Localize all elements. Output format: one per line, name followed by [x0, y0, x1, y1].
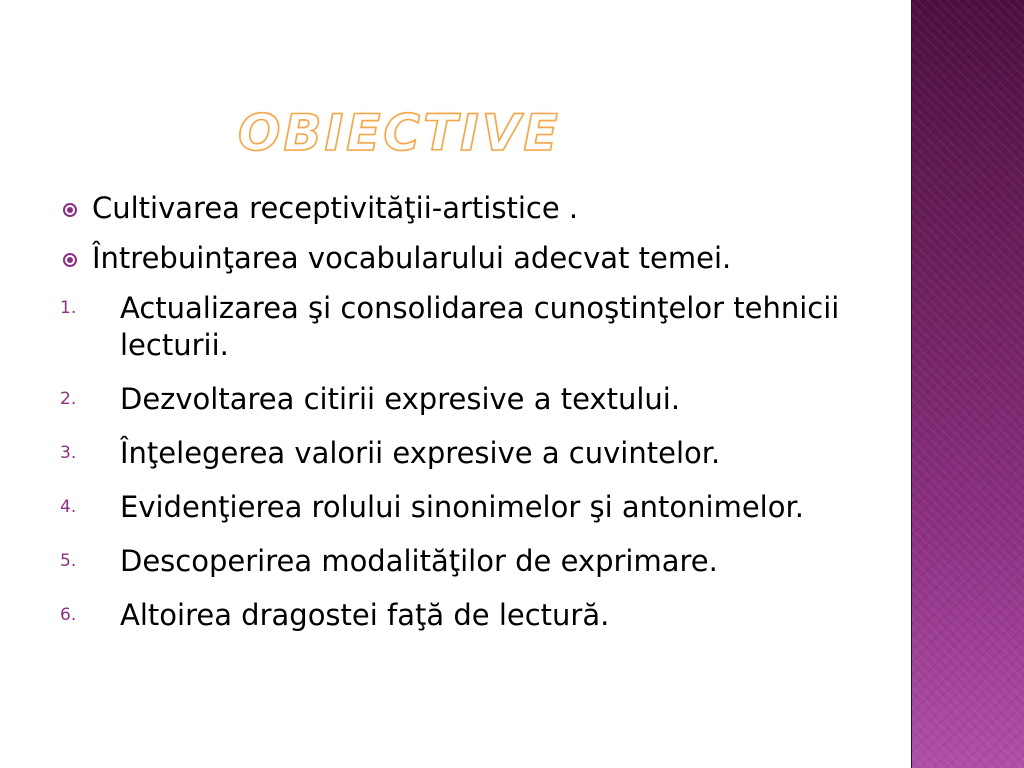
numbered-item — [60, 435, 880, 472]
item-text: Evidenţierea rolului sinonimelor şi antonimelor. — [120, 490, 804, 524]
numbered-item — [60, 290, 880, 364]
bullet-item — [60, 240, 880, 277]
item-number: 2. — [60, 389, 77, 409]
numbered-item — [60, 489, 880, 526]
item-text: Dezvoltarea citirii expresive a textului. — [120, 382, 681, 416]
item-text: Înţelegerea valorii expresive a cuvintelor. — [120, 436, 721, 470]
numbered-item — [60, 597, 880, 634]
bullet-text: Întrebuinţarea vocabularului adecvat temei. — [92, 241, 732, 275]
item-number: 1. — [60, 298, 77, 318]
bullet-item — [60, 190, 880, 227]
item-number: 4. — [60, 497, 77, 517]
item-text: Descoperirea modalităţilor de exprimare. — [120, 544, 718, 578]
slide-title: OBIECTIVE — [238, 104, 561, 162]
objectives-list — [60, 190, 880, 651]
numbered-item — [60, 543, 880, 580]
item-text: Actualizarea şi consolidarea cunoştinţelor tehnicii lecturii. — [120, 291, 840, 362]
bullet-text: Cultivarea receptivităţii-artistice . — [92, 191, 579, 225]
radio-bullet-icon — [63, 203, 77, 217]
radio-bullet-icon — [63, 253, 77, 267]
item-number: 5. — [60, 551, 77, 571]
item-number: 6. — [60, 605, 77, 625]
item-text: Altoirea dragostei faţă de lectură. — [120, 598, 610, 632]
item-number: 3. — [60, 443, 77, 463]
decorative-side-band — [912, 0, 1024, 768]
numbered-item — [60, 381, 880, 418]
